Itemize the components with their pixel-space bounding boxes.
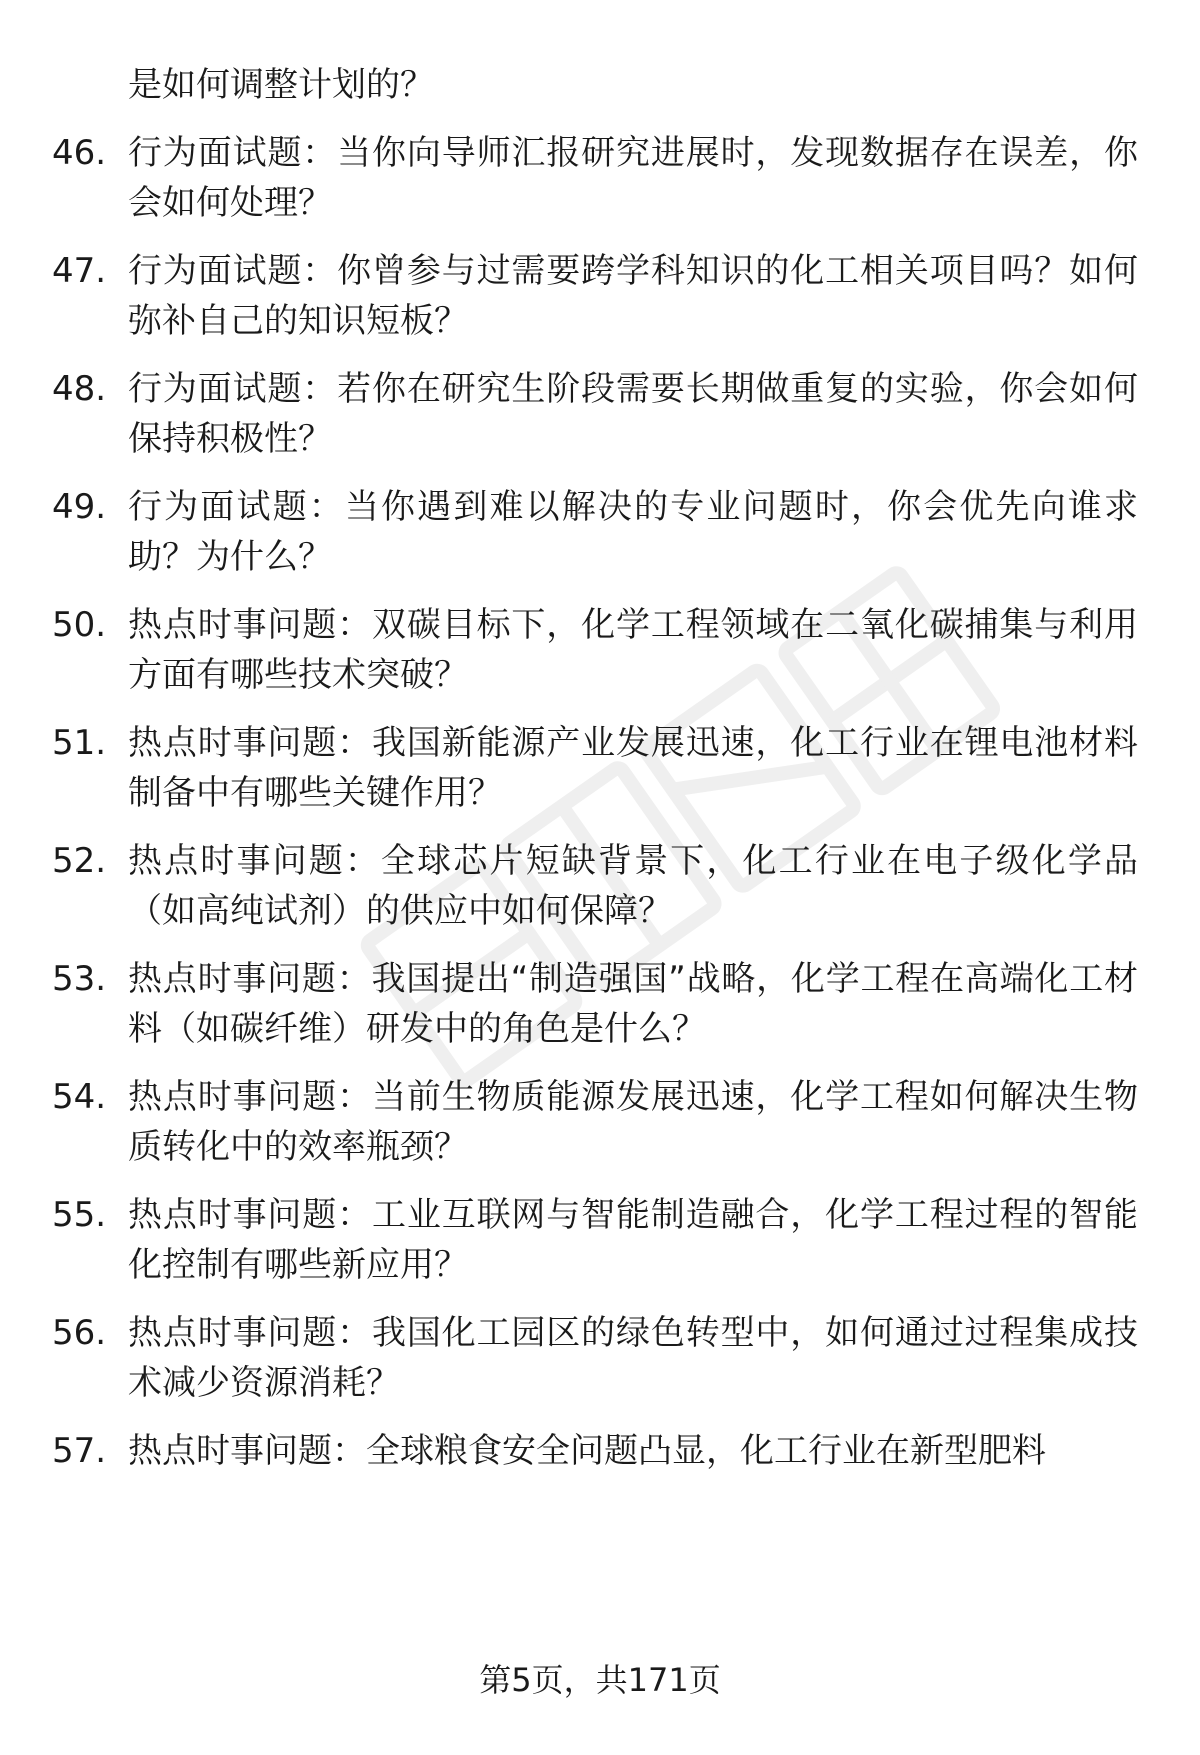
question-number: 49. [52, 487, 107, 527]
question-number: 48. [52, 369, 107, 409]
question-text: 行为面试题：当你遇到难以解决的专业问题时，你会优先向谁求助？为什么？ [128, 487, 1138, 577]
question-text: 热点时事问题：我国提出“制造强国”战略，化学工程在高端化工材料（如碳纤维）研发中的角色是什么？ [128, 959, 1138, 1049]
question-number: 50. [52, 605, 107, 645]
question-text: 热点时事问题：全球粮食安全问题凸显，化工行业在新型肥料 [128, 1431, 1046, 1471]
question-text: 热点时事问题：我国化工园区的绿色转型中，如何通过过程集成技术减少资源消耗？ [128, 1313, 1138, 1403]
question-number: 54. [52, 1077, 107, 1117]
question-text: 行为面试题：若你在研究生阶段需要长期做重复的实验，你会如何保持积极性？ [128, 369, 1138, 459]
question-number: 51. [52, 723, 107, 763]
question-number: 47. [52, 251, 107, 291]
question-number: 55. [52, 1195, 107, 1235]
question-number: 52. [52, 841, 107, 881]
question-text: 热点时事问题：全球芯片短缺背景下，化工行业在电子级化学品（如高纯试剂）的供应中如何保障？ [128, 841, 1138, 931]
question-text: 热点时事问题：工业互联网与智能制造融合，化学工程过程的智能化控制有哪些新应用？ [128, 1195, 1138, 1285]
question-number: 57. [52, 1431, 107, 1471]
question-number: 56. [52, 1313, 107, 1353]
continuation-line: 是如何调整计划的？ [128, 65, 434, 105]
question-number: 53. [52, 959, 107, 999]
question-text: 热点时事问题：我国新能源产业发展迅速，化工行业在锂电池材料制备中有哪些关键作用？ [128, 723, 1138, 813]
page-footer: 第5页，共171页 [479, 1661, 721, 1699]
question-text: 行为面试题：当你向导师汇报研究进展时，发现数据存在误差，你会如何处理？ [128, 133, 1138, 223]
question-text: 热点时事问题：双碳目标下，化学工程领域在二氧化碳捕集与利用方面有哪些技术突破？ [128, 605, 1138, 695]
question-text: 热点时事问题：当前生物质能源发展迅速，化学工程如何解决生物质转化中的效率瓶颈？ [128, 1077, 1138, 1167]
question-number: 46. [52, 133, 107, 173]
question-text: 行为面试题：你曾参与过需要跨学科知识的化工相关项目吗？如何弥补自己的知识短板？ [128, 251, 1138, 341]
